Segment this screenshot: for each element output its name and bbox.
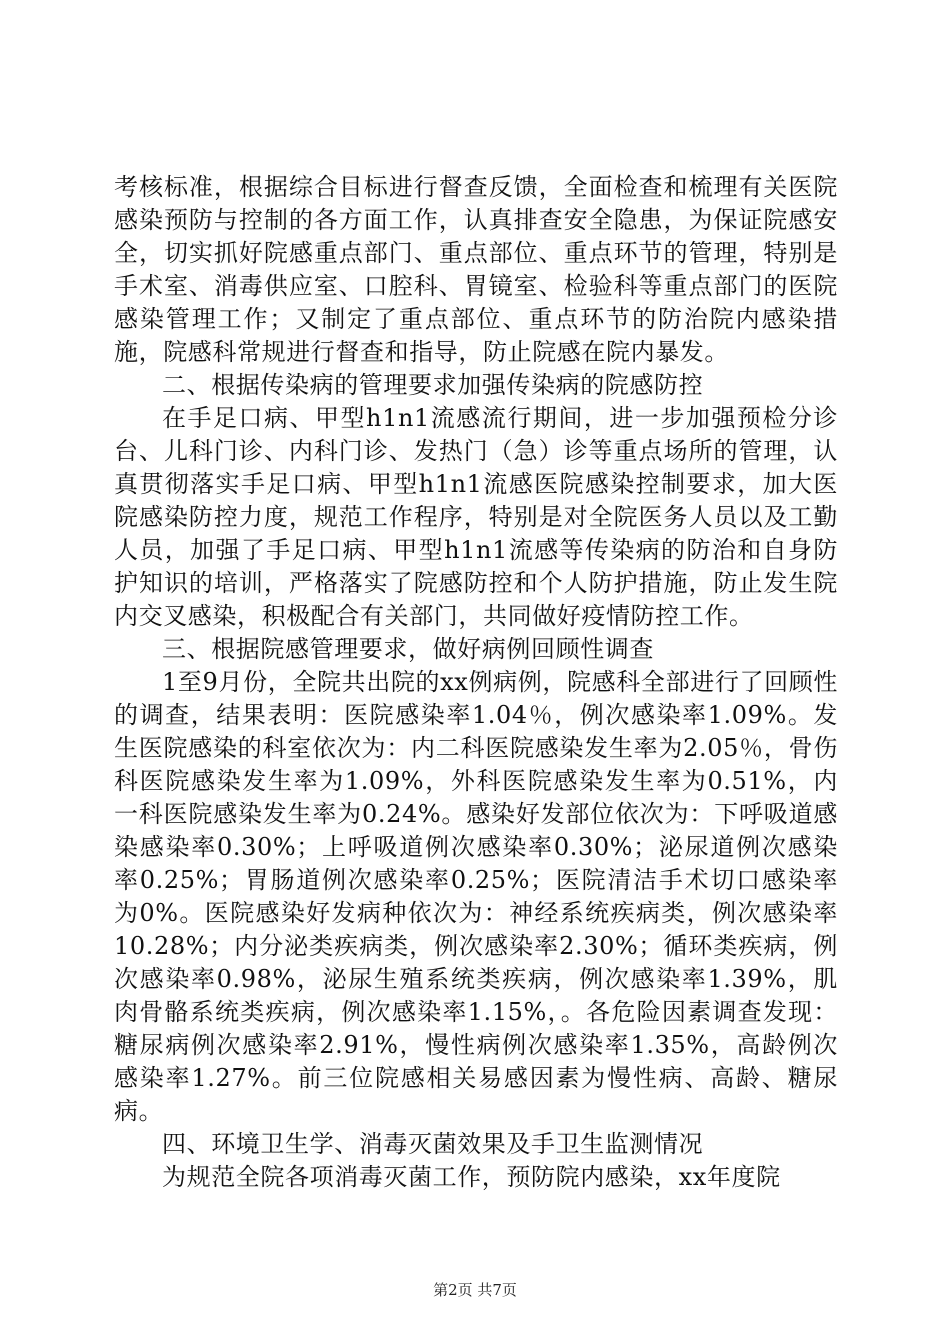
page-footer: 第2页 共7页: [433, 1281, 517, 1299]
document-body: [114, 171, 838, 1194]
section-heading-4: 四、环境卫生学、消毒灭菌效果及手卫生监测情况: [162, 1130, 704, 1158]
section-heading-3: 三、根据院感管理要求，做好病例回顾性调查: [162, 635, 654, 663]
paragraph-disinfection: 为规范全院各项消毒灭菌工作，预防院内感染，xx年度院: [162, 1163, 781, 1191]
paragraph-continuation: 考核标准，根据综合目标进行督查反馈，全面检查和梳理有关医院感染预防与控制的各方面工作，认真排查安全隐患，为保证院感安全，切实抓好院感重点部门、重点部位、重点环节的管理，特别是手术室、消毒供应室、口腔科、胃镜室、检验科等重点部门的医院感染管理工作；又制定了重点部位、重点环节的防治院内感染措施，院感科常规进行督查和指导，防止院感在院内暴发。: [114, 173, 838, 366]
paragraph-infectious-disease: 在手足口病、甲型h1n1流感流行期间，进一步加强预检分诊台、儿科门诊、内科门诊、发热门（急）诊等重点场所的管理，认真贯彻落实手足口病、甲型h1n1流感医院感染控制要求，加大医院感染防控力度，规范工作程序，特别是对全院医务人员以及工勤人员，加强了手足口病、甲型h1n1流感等传染病的防治和自身防护知识的培训，严格落实了院感防控和个人防护措施，防止发生院内交叉感染，积极配合有关部门，共同做好疫情防控工作。: [114, 404, 838, 630]
section-heading-2: 二、根据传染病的管理要求加强传染病的院感防控: [162, 371, 704, 399]
paragraph-case-review: 1至9月份，全院共出院的xx例病例，院感科全部进行了回顾性的调查，结果表明：医院感染率1.04％，例次感染率1.09%。发生医院感染的科室依次为：内二科医院感染发生率为2.05％，骨伤科医院感染发生率为1.09%，外科医院感染发生率为0.51%，内一科医院感染发生率为0.24%。感染好发部位依次为：下呼吸道感染感染率0.30%；上呼吸道例次感染率0.30%；泌尿道例次感染率0.25%；胃肠道例次感染率0.25%；医院清洁手术切口感染率为0%。医院感染好发病种依次为：神经系统疾病类，例次感染率10.28%；内分泌类疾病类，例次感染率2.30%；循环类疾病，例次感染率0.98%，泌尿生殖系统类疾病，例次感染率1.39%，肌肉骨骼系统类疾病，例次感染率1.15%，。各危险因素调查发现：糖尿病例次感染率2.91%，慢性病例次感染率1.35%，高龄例次感染率1.27%。前三位院感相关易感因素为慢性病、高龄、糖尿病。: [114, 668, 838, 1125]
